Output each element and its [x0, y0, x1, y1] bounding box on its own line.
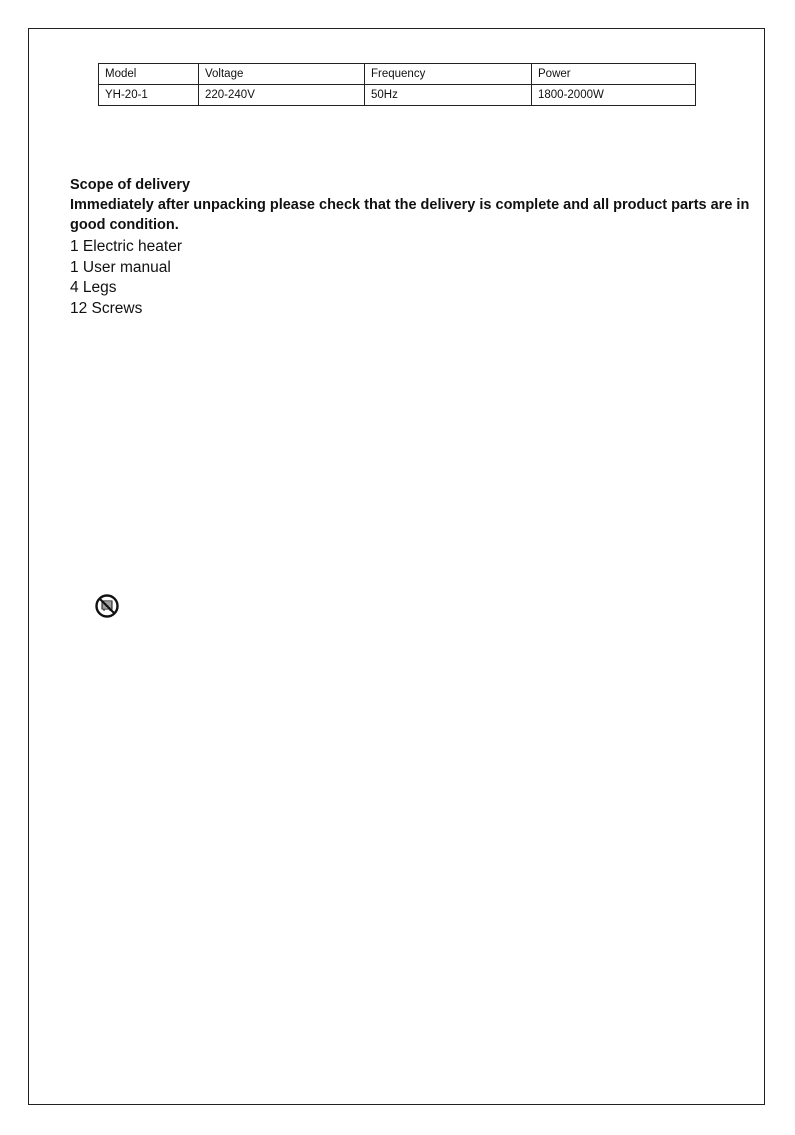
spec-value-voltage: 220-240V	[199, 85, 365, 106]
list-item: 4 Legs	[70, 279, 117, 296]
spec-header-frequency: Frequency	[365, 64, 532, 85]
spec-value-row	[99, 85, 696, 106]
section-heading: Scope of delivery	[70, 177, 191, 193]
do-not-cover-icon	[94, 593, 120, 619]
scope-of-delivery-section	[70, 176, 750, 319]
list-item: 1 User manual	[70, 258, 171, 276]
spec-header-power: Power	[532, 64, 696, 85]
spec-header-row	[99, 64, 696, 85]
spec-header-voltage: Voltage	[199, 64, 365, 85]
spec-value-frequency: 50Hz	[365, 85, 532, 106]
spec-value-power: 1800-2000W	[532, 85, 696, 106]
list-item: 12 Screws	[70, 299, 143, 317]
spec-table	[98, 63, 696, 106]
list-item: 1 Electric heater	[70, 238, 182, 255]
spec-header-model: Model	[99, 64, 199, 85]
delivery-list	[70, 237, 750, 319]
section-intro: Immediately after unpacking please check that the delivery is complete and all product parts are in good condition.	[70, 197, 750, 233]
spec-value-model: YH-20-1	[99, 85, 199, 106]
